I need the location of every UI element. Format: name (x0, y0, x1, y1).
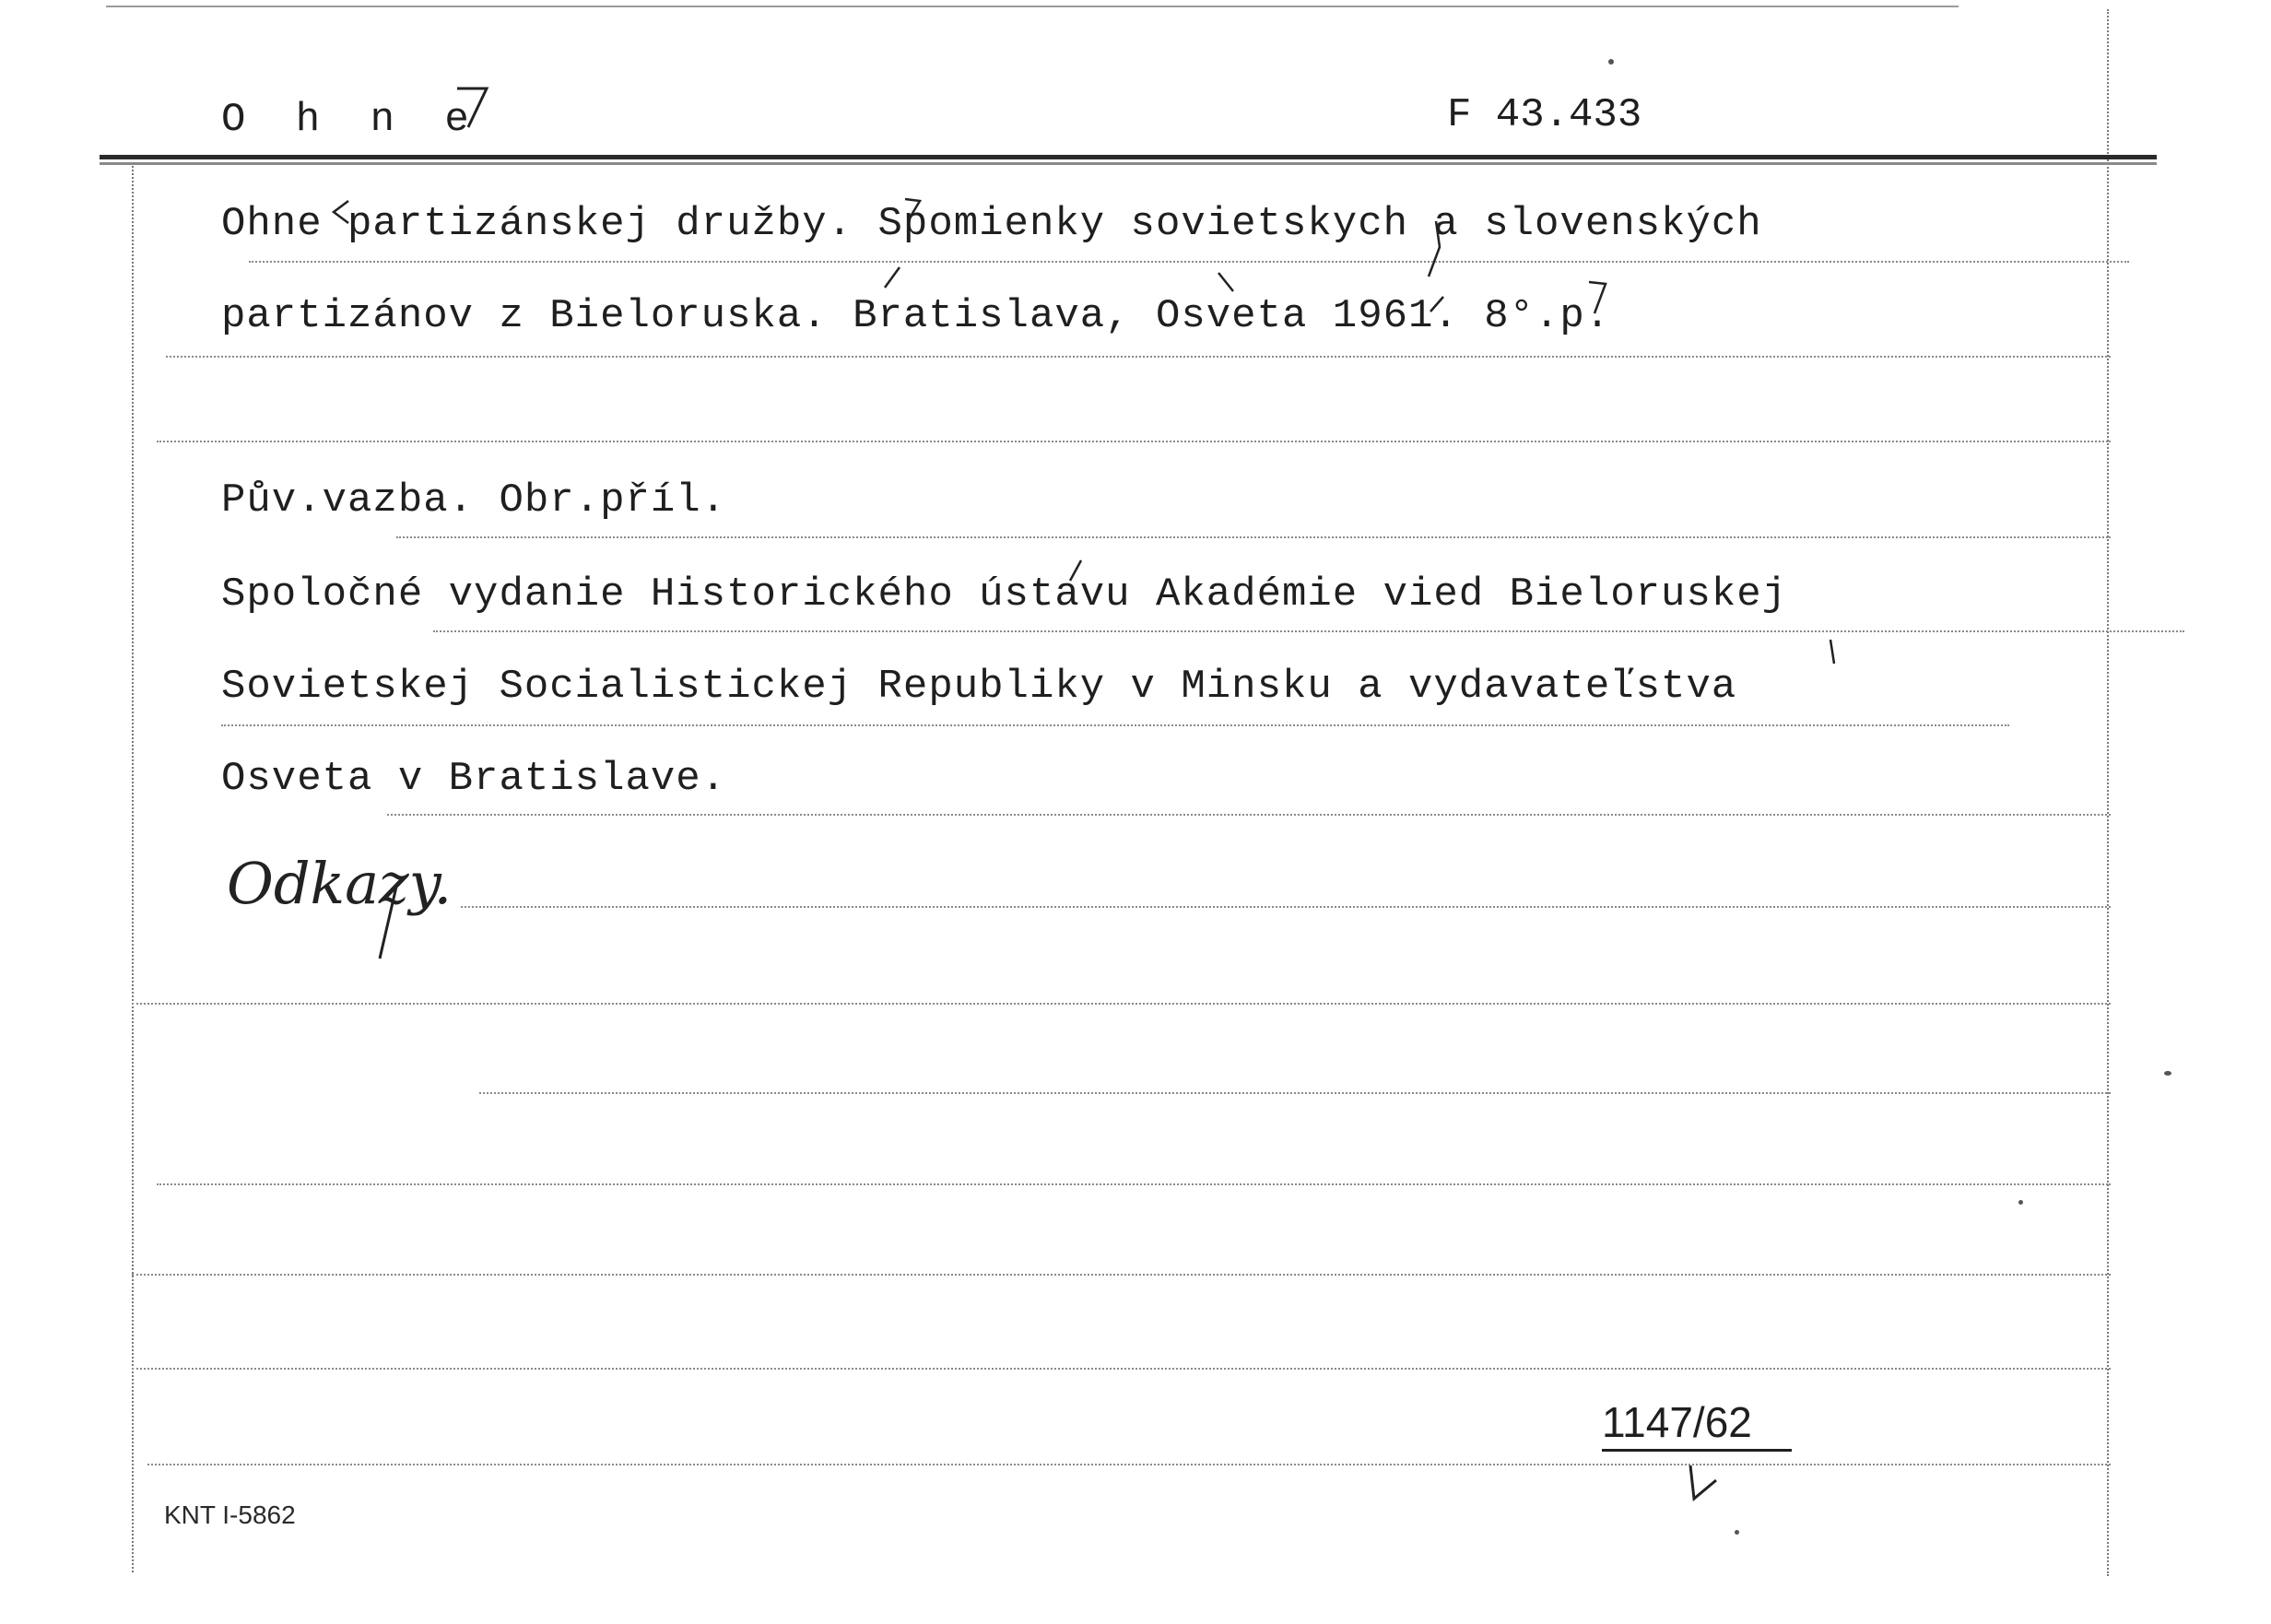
physical-description-line: Pův.vazba. Obr.příl. (221, 477, 727, 524)
ruling-line (387, 814, 2111, 816)
left-margin-line (132, 162, 134, 1572)
caret-mark-4 (879, 264, 905, 297)
note-line-2: Sovietskej Socialistickej Republiky v Minsku a vydavateľstva (221, 664, 1737, 710)
call-number: F 43.433 (1447, 92, 1642, 138)
caret-mark-3 (1419, 219, 1447, 284)
ruling-line (221, 724, 2009, 726)
speck (2164, 1071, 2171, 1076)
form-code: KNT I-5862 (164, 1500, 296, 1529)
title-line-2: partizánov z Bieloruska. Bratislava, Osveta 1961. 8°.p. (221, 293, 1611, 339)
caret-mark-1 (330, 197, 352, 229)
accession-number: 1147/62 (1602, 1398, 1752, 1446)
ruling-line (166, 356, 2111, 358)
speck (1735, 1530, 1739, 1535)
svg-text:Odkazy.: Odkazy. (227, 850, 453, 917)
caret-mark-2 (901, 195, 924, 227)
caret-mark-5 (1215, 269, 1239, 302)
ruling-line (479, 1092, 2111, 1094)
handwritten-note (221, 839, 479, 977)
ruling-line (132, 1368, 2111, 1370)
accession-underline (1602, 1449, 1792, 1452)
bracket-mark (452, 81, 492, 133)
ruling-line (132, 1274, 2111, 1276)
ruling-line (249, 261, 2129, 263)
note-line-1: Spoločné vydanie Historického ústavu Akadémie vied Bieloruskej (221, 571, 1788, 618)
caret-mark-6 (1425, 293, 1449, 335)
ruling-line (396, 536, 2111, 538)
caret-mark-7 (1585, 277, 1611, 319)
ruling-line (132, 1003, 2111, 1005)
ruling-line (157, 441, 2111, 442)
correction-mark (1823, 636, 1845, 667)
title-line-1: Ohne partizánskej družby. Spomienky sovietskych a slovenských (221, 201, 1762, 247)
note-line-3: Osveta v Bratislave. (221, 756, 727, 802)
ruling-line (157, 1183, 2111, 1185)
speck (2018, 1200, 2023, 1205)
speck (1608, 59, 1614, 65)
ruling-line (433, 630, 2184, 632)
ruling-line (461, 906, 2111, 908)
header-rule-shadow (100, 162, 2157, 165)
accent-mark (1065, 557, 1087, 584)
check-mark (1685, 1462, 1722, 1504)
right-margin-line (2107, 9, 2109, 1576)
main-entry-heading: O h n e (221, 97, 482, 143)
header-rule (100, 155, 2157, 159)
ruling-line (147, 1464, 2111, 1465)
top-border-line (106, 6, 1959, 7)
